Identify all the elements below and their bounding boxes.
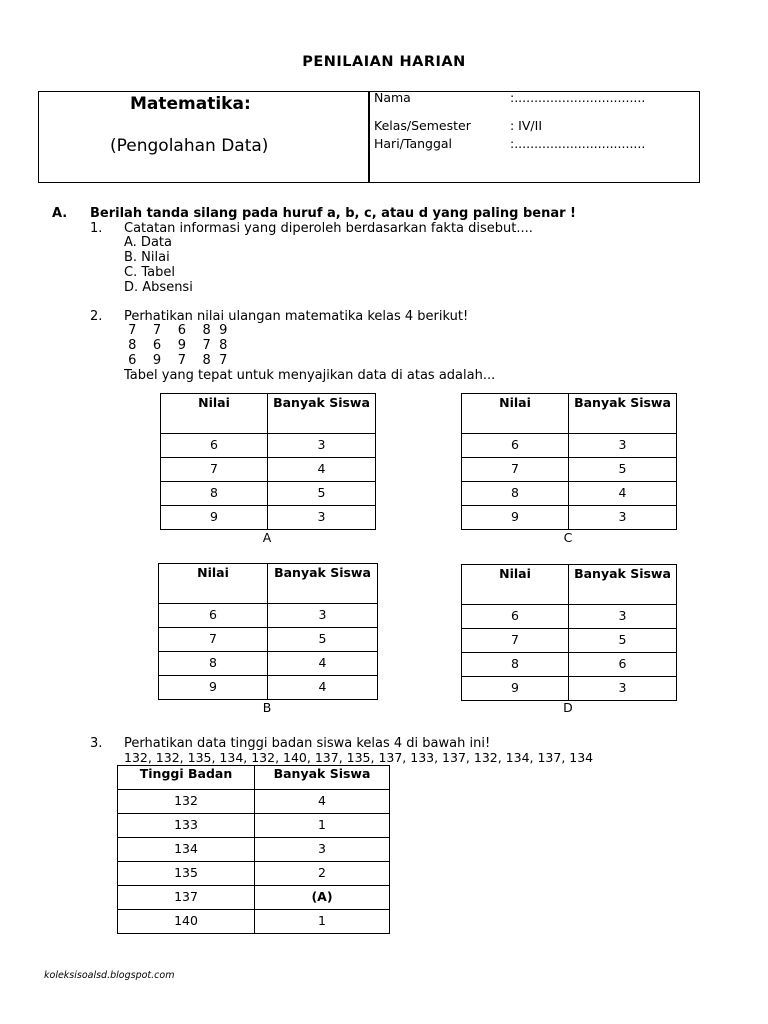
- cell-nilai: 7: [462, 629, 569, 653]
- cell-banyak: 3: [569, 506, 677, 530]
- cell-nilai: 9: [161, 506, 268, 530]
- table-row: [462, 482, 677, 506]
- table-option-d: [461, 564, 677, 701]
- cell-nilai: 8: [161, 482, 268, 506]
- table-row: [159, 676, 378, 700]
- cell-banyak: 5: [268, 482, 376, 506]
- cell-banyak: 4: [268, 458, 376, 482]
- table-a-label: A: [262, 530, 272, 545]
- table-row: [118, 886, 390, 910]
- table-row: [118, 862, 390, 886]
- table-row: [462, 458, 677, 482]
- q2-data-row: 7 7 6 8 9: [124, 323, 228, 338]
- table-d-label: D: [563, 700, 573, 715]
- table-row: [161, 434, 376, 458]
- table-row: [159, 628, 378, 652]
- table-row: [118, 814, 390, 838]
- cell-banyak: 4: [569, 482, 677, 506]
- cell-tinggi: 134: [118, 838, 255, 862]
- cell-nilai: 7: [161, 458, 268, 482]
- cell-nilai: 8: [462, 653, 569, 677]
- cell-banyak: 5: [268, 628, 378, 652]
- q1-option-a: A. Data: [124, 235, 172, 250]
- cell-nilai: 9: [159, 676, 268, 700]
- field-label-nama: Nama: [374, 90, 411, 105]
- header-banyak-siswa: Banyak Siswa: [268, 394, 376, 434]
- q1-option-d: D. Absensi: [124, 280, 193, 295]
- header-banyak-siswa: Banyak Siswa: [268, 564, 378, 604]
- cell-nilai: 6: [462, 434, 569, 458]
- cell-tinggi: 137: [118, 886, 255, 910]
- cell-banyak-blank: (A): [255, 886, 390, 910]
- subject-title: Matematika:: [130, 94, 251, 114]
- footer-source: koleksisoalsd.blogspot.com: [44, 970, 175, 981]
- field-value-kelas: : IV/II: [510, 118, 543, 133]
- cell-nilai: 8: [462, 482, 569, 506]
- q1-option-b: B. Nilai: [124, 250, 170, 265]
- cell-nilai: 9: [462, 506, 569, 530]
- cell-banyak: 2: [255, 862, 390, 886]
- cell-banyak: 3: [268, 506, 376, 530]
- table-tinggi-badan: [117, 765, 390, 934]
- cell-banyak: 5: [569, 458, 677, 482]
- header-nilai: Nilai: [161, 394, 268, 434]
- table-c-label: C: [563, 530, 573, 545]
- table-row: [462, 653, 677, 677]
- header-nilai: Nilai: [462, 565, 569, 605]
- table-row: [462, 506, 677, 530]
- cell-nilai: 7: [462, 458, 569, 482]
- cell-banyak: 4: [268, 676, 378, 700]
- field-value-hari: :.................................: [510, 136, 646, 151]
- table-option-c: [461, 393, 677, 530]
- q3-number: 3.: [90, 736, 103, 751]
- table-row: [161, 458, 376, 482]
- cell-banyak: 3: [569, 677, 677, 701]
- table-row: [161, 482, 376, 506]
- cell-tinggi: 135: [118, 862, 255, 886]
- table-row: [118, 790, 390, 814]
- page-title: PENILAIAN HARIAN: [302, 54, 466, 70]
- q2-data-row: 8 6 9 7 8: [124, 338, 228, 353]
- q1-number: 1.: [90, 221, 103, 236]
- section-letter: A.: [52, 206, 68, 221]
- table-row: [161, 506, 376, 530]
- header-banyak-siswa: Banyak Siswa: [569, 394, 677, 434]
- cell-nilai: 6: [161, 434, 268, 458]
- table-row: [462, 677, 677, 701]
- cell-banyak: 6: [569, 653, 677, 677]
- field-label-kelas: Kelas/Semester: [374, 118, 471, 133]
- cell-banyak: 1: [255, 910, 390, 934]
- topic-title: (Pengolahan Data): [110, 136, 269, 156]
- table-row: [118, 910, 390, 934]
- cell-banyak: 1: [255, 814, 390, 838]
- q2-number: 2.: [90, 309, 103, 324]
- table-row: [462, 629, 677, 653]
- header-banyak-siswa: Banyak Siswa: [569, 565, 677, 605]
- table-row: [462, 434, 677, 458]
- field-value-nama: :.................................: [510, 90, 646, 105]
- table-row: [159, 604, 378, 628]
- cell-nilai: 7: [159, 628, 268, 652]
- q1-option-c: C. Tabel: [124, 265, 175, 280]
- header-banyak-siswa: Banyak Siswa: [255, 766, 390, 790]
- cell-nilai: 6: [462, 605, 569, 629]
- cell-nilai: 6: [159, 604, 268, 628]
- cell-banyak: 3: [268, 604, 378, 628]
- q2-text: Perhatikan nilai ulangan matematika kelas 4 berikut!: [124, 309, 469, 324]
- cell-banyak: 4: [268, 652, 378, 676]
- q1-text: Catatan informasi yang diperoleh berdasarkan fakta disebut....: [124, 221, 533, 236]
- q3-data-line: 132, 132, 135, 134, 132, 140, 137, 135, 137, 133, 137, 132, 134, 137, 134: [124, 750, 594, 765]
- cell-banyak: 3: [255, 838, 390, 862]
- cell-tinggi: 133: [118, 814, 255, 838]
- section-instruction: Berilah tanda silang pada huruf a, b, c, atau d yang paling benar !: [90, 206, 576, 221]
- cell-banyak: 4: [255, 790, 390, 814]
- header-divider: [368, 91, 370, 183]
- field-label-hari: Hari/Tanggal: [374, 136, 453, 151]
- table-row: [159, 652, 378, 676]
- cell-tinggi: 140: [118, 910, 255, 934]
- header-nilai: Nilai: [462, 394, 569, 434]
- cell-banyak: 5: [569, 629, 677, 653]
- cell-nilai: 9: [462, 677, 569, 701]
- table-option-a: [160, 393, 376, 530]
- cell-banyak: 3: [569, 434, 677, 458]
- cell-banyak: 3: [569, 605, 677, 629]
- cell-tinggi: 132: [118, 790, 255, 814]
- q3-text: Perhatikan data tinggi badan siswa kelas 4 di bawah ini!: [124, 736, 491, 751]
- q2-data-row: 6 9 7 8 7: [124, 353, 228, 368]
- cell-nilai: 8: [159, 652, 268, 676]
- table-option-b: [158, 563, 378, 700]
- table-b-label: B: [262, 700, 272, 715]
- header-tinggi-badan: Tinggi Badan: [118, 766, 255, 790]
- q2-question: Tabel yang tepat untuk menyajikan data di atas adalah...: [124, 368, 496, 383]
- header-nilai: Nilai: [159, 564, 268, 604]
- table-row: [462, 605, 677, 629]
- cell-banyak: 3: [268, 434, 376, 458]
- table-row: [118, 838, 390, 862]
